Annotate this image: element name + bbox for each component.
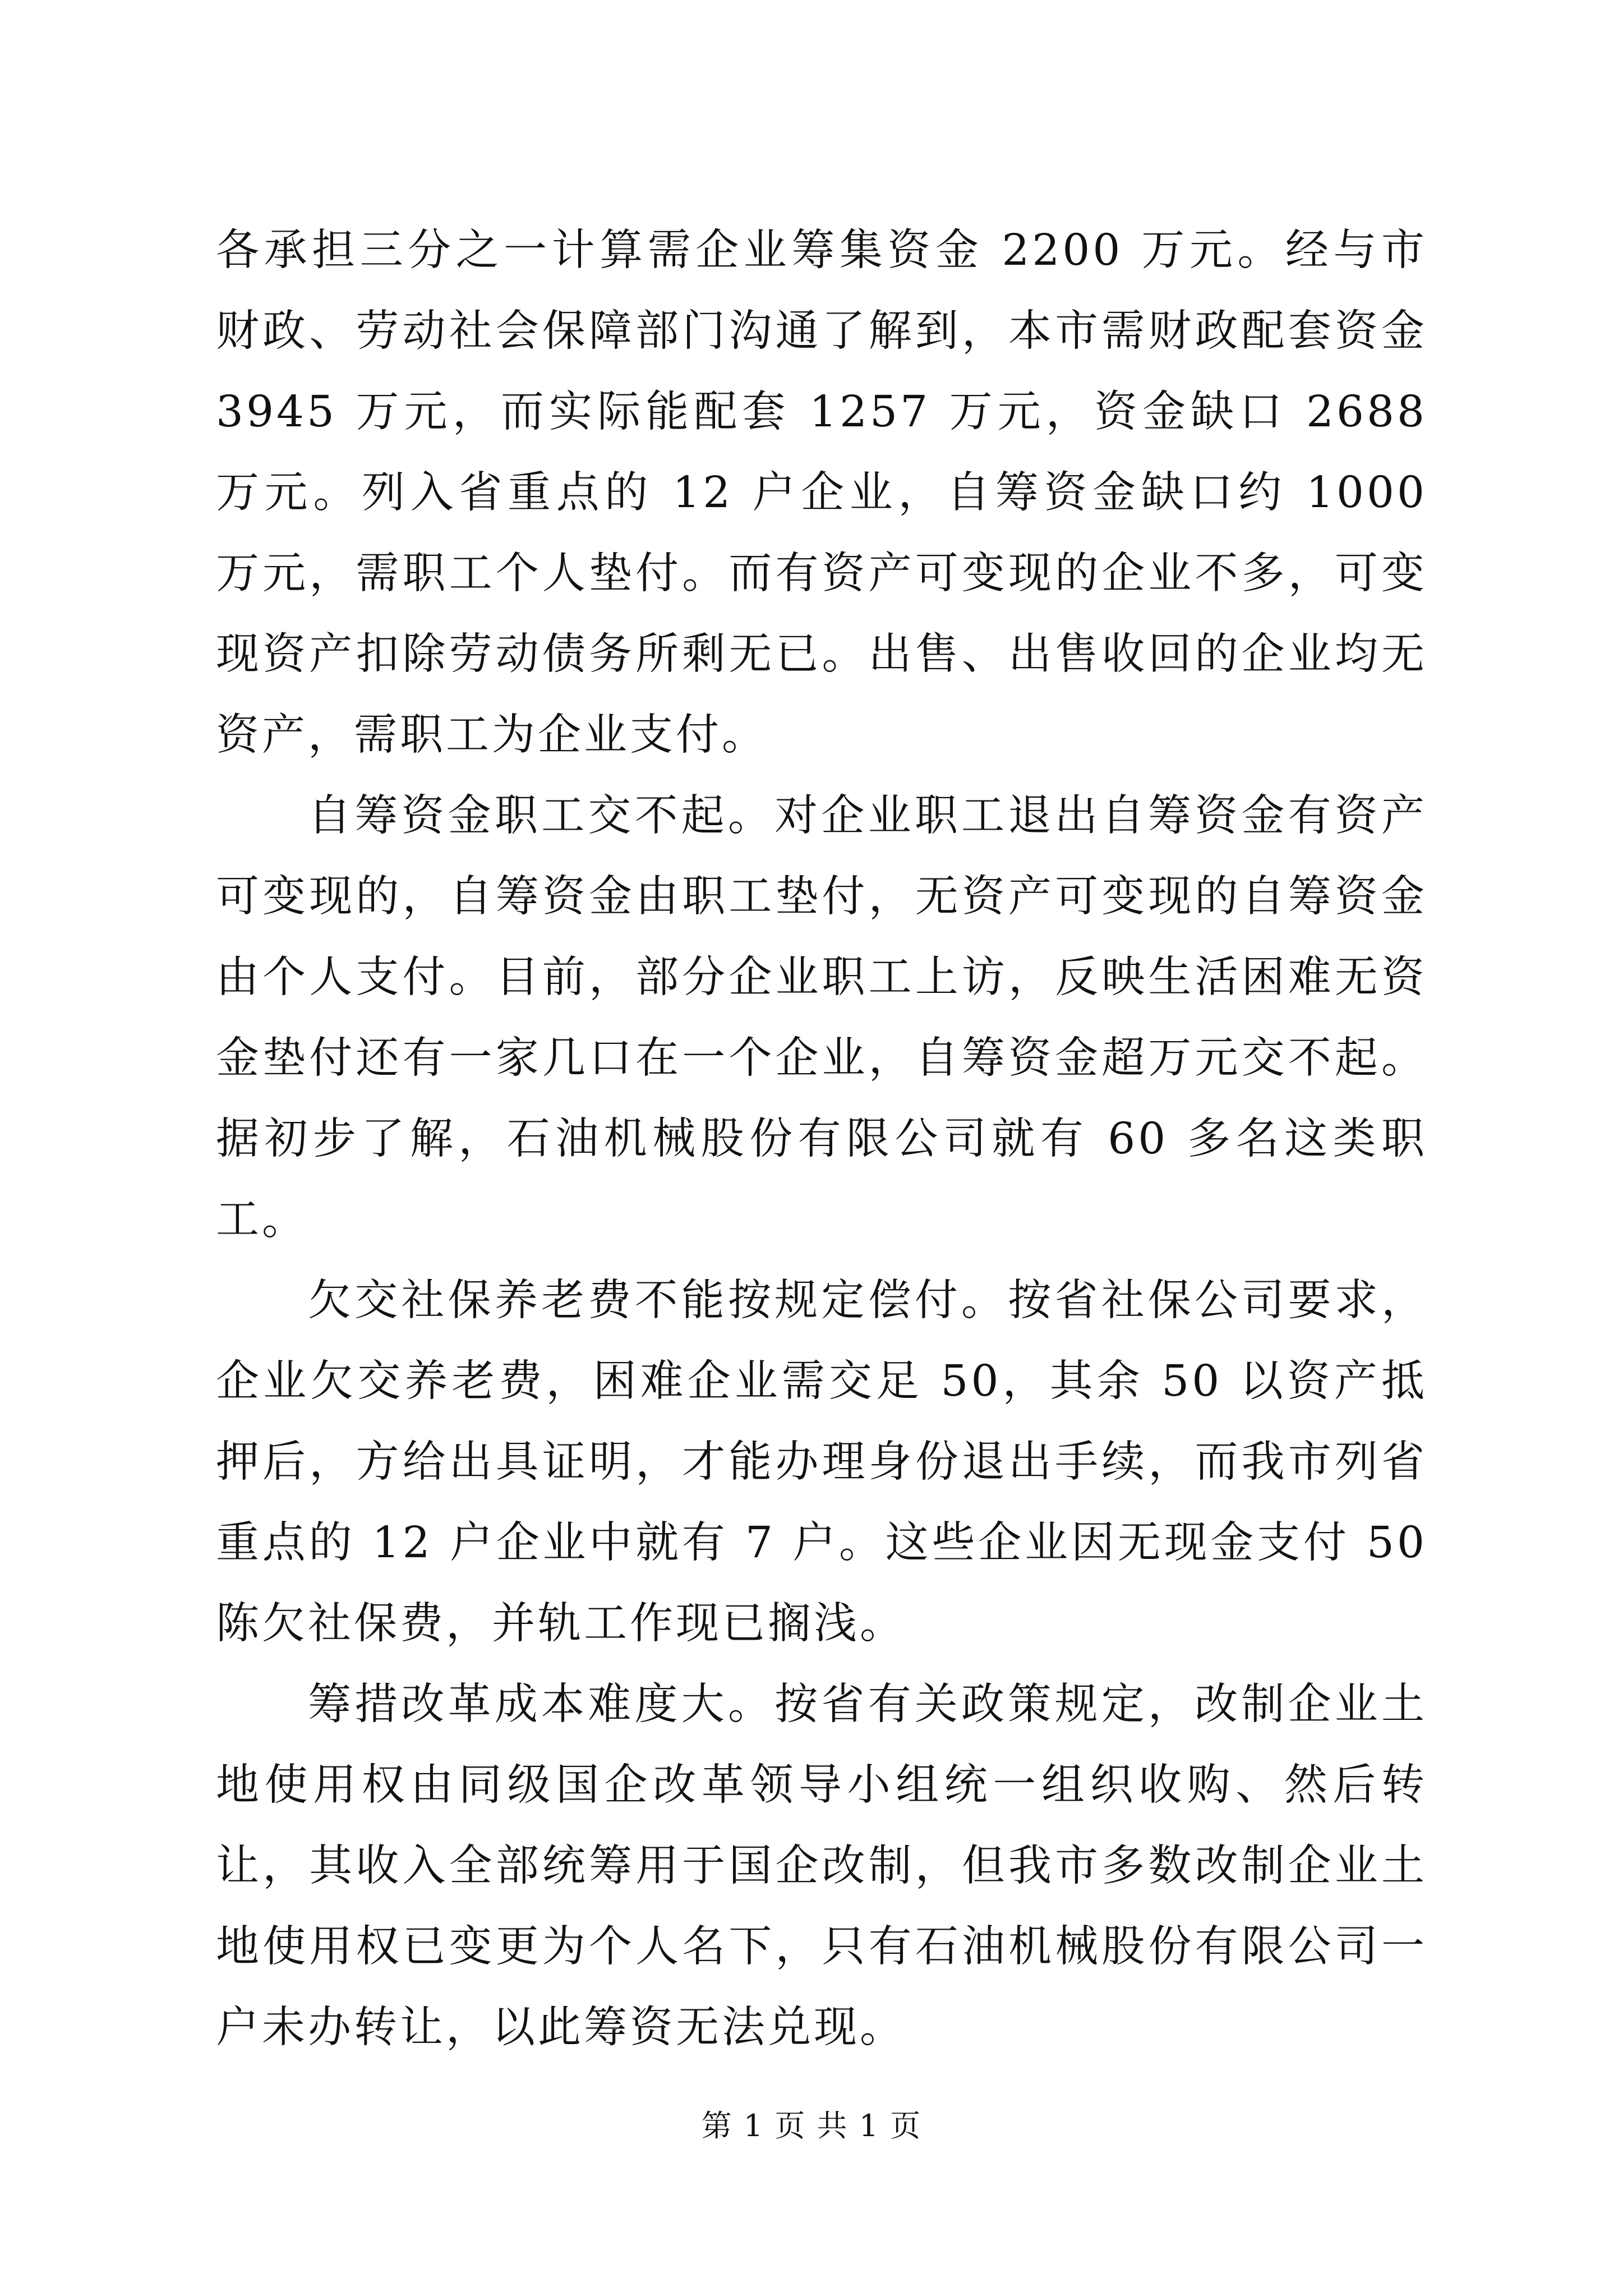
document-body (216, 210, 1427, 2068)
paragraph-1: 各承担三分之一计算需企业筹集资金 2200 万元。经与市财政、劳动社会保障部门沟通了解到，本市需财政配套资金 3945 万元，而实际能配套 1257 万元，资金缺口 2688 万元。列入省重点的 12 户企业，自筹资金缺口约 1000 万元，需职工个人垫付。而有资产可变现的企业不多，可变现资产扣除劳动债务所剩无已。出售、出售收回的企业均无资产，需职工为企业支付。 (216, 226, 1427, 760)
paragraph-4: 筹措改革成本难度大。按省有关政策规定，改制企业土地使用权由同级国企改革领导小组统一组织收购、然后转让，其收入全部统筹用于国企改制，但我市多数改制企业土地使用权已变更为个人名下，只有石油机械股份有限公司一户未办转让，以此筹资无法兑现。 (216, 1680, 1427, 2053)
paragraph-2: 自筹资金职工交不起。对企业职工退出自筹资金有资产可变现的，自筹资金由职工垫付，无资产可变现的自筹资金由个人支付。目前，部分企业职工上访，反映生活困难无资金垫付还有一家几口在一个企业，自筹资金超万元交不起。据初步了解，石油机械股份有限公司就有 60 多名这类职工。 (216, 791, 1427, 1245)
paragraph-3: 欠交社保养老费不能按规定偿付。按省社保公司要求，企业欠交养老费，困难企业需交足 50，其余 50 以资产抵押后，方给出具证明，才能办理身份退出手续，而我市列省重点的 12 户企业中就有 7 户。这些企业因无现金支付 50 陈欠社保费，并轨工作现已搁浅。 (216, 1276, 1427, 1649)
page-footer: 第 1 页 共 1 页 (701, 2108, 922, 2143)
